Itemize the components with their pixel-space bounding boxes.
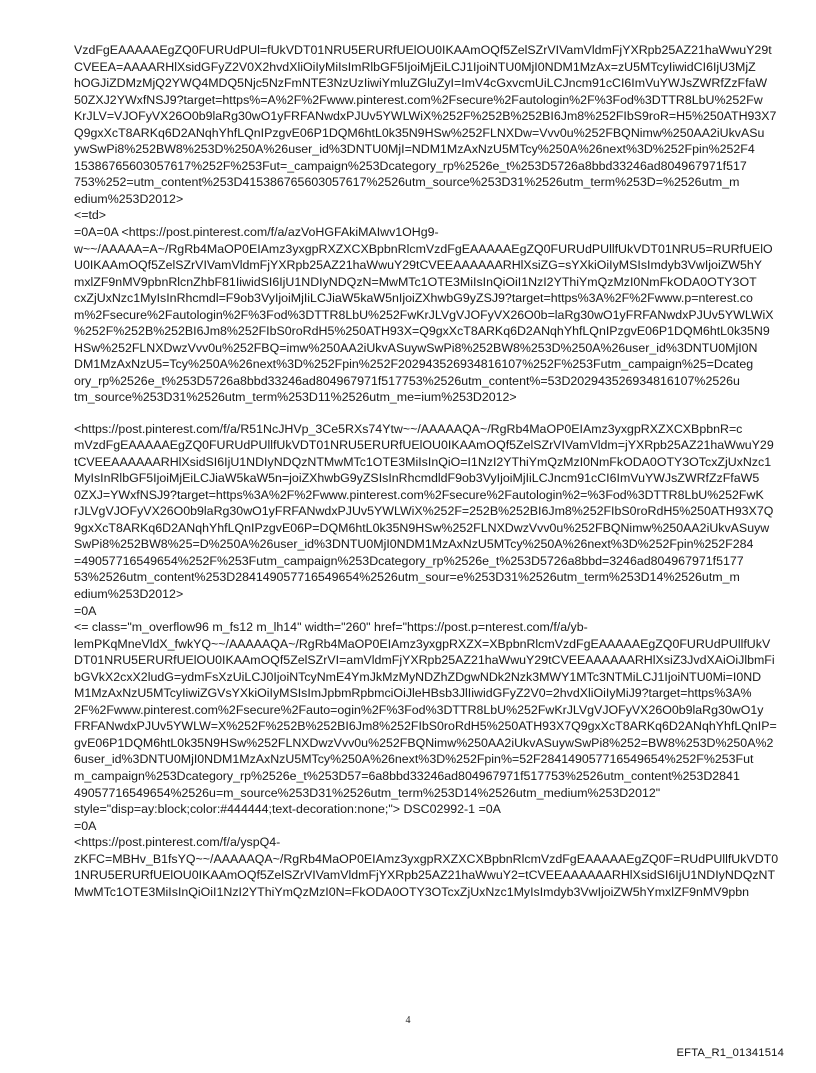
text-line: FRFANwdxPJUv5YWLW=X%252F%252B%252BI6Jm8%252FIbS0roRdH5%250ATH93X7Q9gxXcT8ARKq6D2ANqhYhfLQnIP= xyxy=(74,719,777,734)
text-line: M1MzAxNzU5MTcyIiwiZGVsYXkiOiIyMSIsImJpbmRpbmciOiJleHBsb3JlIiwidGFyZ2V0=2hvdXliOiIyMiJ9?target=https%3A% xyxy=(74,686,752,701)
text-line: 1NRU5ERURfUElOU0IKAAmOQf5ZelSZrVIVamVldmFjYXRpb25AZ21haWwuY2=tCVEEAAAAAARHlXsidSI6IjU1NDIyNDQzNT xyxy=(74,868,776,883)
text-line: SwPi8%252BW8%25=D%250A%26user_id%3DNTU0MjI0NDM1MzAxNzU5MTcy%250A%26next%3D%252Fpin%252F284 xyxy=(74,537,754,552)
text-line: bGVkX2cxX2ludG=ydmFsXzUiLCJ0IjoiNTcyNmE4YmJkMzMyNDZhZDgwNDk2Nzk3MWY1MTc3NTMiLCJ1IjoiNTU0Mi=I0ND xyxy=(74,669,762,684)
text-line: rJLVgVJOFyVX26O0b9laRg30wO1yFRFANwdxPJUv5YWLWiX%252F=252B%252BI6Jm8%252FIbS0roRdH5%250ATH93X7Q xyxy=(74,504,774,519)
text-line: 50ZXJ2YWxfNSJ9?target=https%=A%2F%2Fwww.pinterest.com%2Fsecure%2Fautologin%2F%3Fod%3DTTR8LbU%252Fw xyxy=(74,92,763,107)
text-line: MwMTc1OTE3MiIsInQiOiI1NzI2YThiYmQzMzI0N=FkODA0OTY3OTcxZjUxNzc1MyIsImdyb3VwIjoiZW5hYmxlZF9nMV9pbn xyxy=(74,884,750,899)
text-line: edium%253D2012> xyxy=(74,587,184,601)
text-line: HSw%252FLNXDwzVvv0u%252FBQ=imw%250AA2iUkvASuywSwPi8%252BW8%253D%250A%26user_id%3DNTU0MjI0N xyxy=(74,340,758,355)
text-line: zKFC=MBHv_B1fsYQ~~/AAAAAQA~/RgRb4MaOP0EIAmz3yxgpRXZXCXBpbnRlcmVzdFgEAAAAAEgZQ0F=RUdPUllfUkVDT0 xyxy=(74,851,779,866)
text-line: KrJLV=VJOFyVX26O0b9laRg30wO1yFRFANwdxPJUv5YWLWiX%252F%252B%252BI6Jm8%252FIbS9roR=H5%250ATH93X7 xyxy=(74,109,777,124)
text-line: m%2Fsecure%2Fautologin%2F%3Fod%3DTTR8LbU%252FwKrJLVgVJOFyVX26O0b=laRg30wO1yFRFANwdxPJUv5YWLWiX xyxy=(74,307,774,322)
text-line: U0IKAAmOQf5ZelSZrVIVamVldmFjYXRpb25AZ21haWwuY29tCVEEAAAAAARHlXsiZG=sYXkiOiIyMSIsImdyb3VwIjoiZW5hY xyxy=(74,258,763,273)
text-line: hOGJiZDMzMjQ2YWQ4MDQ5Njc5NzFmNTE3NzUzIiwiYmluZGluZyI=ImV4cGxvcmUiLCJncm91cCI6ImVuYWJsZWRfZzFfaW xyxy=(74,76,768,91)
text-line: <https://post.pinterest.com/f/a/yspQ4- xyxy=(74,835,281,850)
text-line: tm_source%253D31%2526utm_term%253D11%2526utm_me=ium%253D2012> xyxy=(74,390,517,405)
text-line: %252F%252B%252BI6Jm8%252FIbS0roRdH5%250ATH93X=Q9gxXcT8ARKq6D2ANqhYhfLQnIPzgvE06P1DQM6htL0k35N9 xyxy=(74,324,770,339)
text-line: DT01NRU5ERURfUElOU0IKAAmOQf5ZelSZrVI=amVldmFjYXRpb25AZ21haWwuY29tCVEEAAAAAARHlXsiZ3JvdXAiOiJlbmFi xyxy=(74,653,775,668)
text-line: =49057716549654%252F%253Futm_campaign%253Dcategory_rp%2526e_t%253D5726a8bbd=3246ad804967971f5177 xyxy=(74,553,744,568)
text-line: =0A xyxy=(74,603,97,618)
text-line: 0ZXJ=YWxfNSJ9?target=https%3A%2F%2Fwww.pinterest.com%2Fsecure%2Fautologin%2=%3Fod%3DTTR8LbU%252FwK xyxy=(74,487,764,502)
text-line: mxlZF9nMV9pbnRlcnZhbF81IiwidSI6IjU1NDIyNDQzN=MwMTc1OTE3MiIsInQiOiI1NzI2YThiYmQzMzI0NmFkODA0OTY3OT xyxy=(74,274,757,289)
text-line: VzdFgEAAAAAEgZQ0FURUdPUl=fUkVDT01NRU5ERURfUElOU0IKAAmOQf5ZelSZrVIVamVldmFjYXRpb25AZ21haWwuY29t xyxy=(74,43,772,57)
text-line: mVzdFgEAAAAAEgZQ0FURUdPUllfUkVDT01NRU5ERURfUElOU0IKAAmOQf5ZelSZrVIVamVldm=jYXRpb25AZ21haWwuY29 xyxy=(74,438,774,453)
document-body xyxy=(74,42,780,900)
text-line xyxy=(74,406,780,421)
text-line: lemPKqMneVldX_fwkYQ~~/AAAAAQA~/RgRb4MaOP0EIAmz3yxgpRXZX=XBpbnRlcmVzdFgEAAAAAEgZQ0FURUdPUllfUkV xyxy=(74,636,771,651)
text-line: 49057716549654%2526u=m_source%253D31%2526utm_term%253D14%2526utm_medium%253D2012" xyxy=(74,785,661,800)
text-line: gvE06P1DQM6htL0k35N9HSw%252FLNXDwzVvv0u%252FBQNimw%250AA2iUkvASuywSwPi8%252=BW8%253D%250A%2 xyxy=(74,735,774,750)
text-line: style="disp=ay:block;color:#444444;text-decoration:none;"> DSC02992-1 =0A xyxy=(74,802,501,817)
text-line: edium%253D2012> xyxy=(74,191,184,206)
text-line: Q9gxXcT8ARKq6D2ANqhYhfLQnIPzgvE06P1DQM6htL0k35N9HSw%252FLNXDw=Vvv0u%252FBQNimw%250AA2iUkvASu xyxy=(74,125,765,140)
text-line: MyIsInRlbGF5IjoiMjEiLCJiaW5kaW5n=joiZXhwbG9yZSIsInRhcmdldF9ob3VyIjoiMjIiLCJncm91cCI6ImVuYWJsZWRfZzFfaW5 xyxy=(74,471,760,486)
text-line: =0A xyxy=(74,818,97,833)
text-line: cxZjUxNzc1MyIsInRhcmdl=F9ob3VyIjoiMjIiLCJiaW5kaW5nIjoiZXhwbG9yZSJ9?target=https%3A%2F%2Fwww.p=nterest.co xyxy=(74,291,753,306)
page-number: 4 xyxy=(405,1015,411,1026)
text-line: 753%252=utm_content%253D415386765603057617%2526utm_source%253D31%2526utm_term%253D=%2526utm_m xyxy=(74,175,740,190)
document-id-footer: EFTA_R1_01341514 xyxy=(676,1047,784,1059)
text-line: <https://post.pinterest.com/f/a/R51NcJHVp_3Ce5RXs74Ytw~~/AAAAAQA~/RgRb4MaOP0EIAmz3yxgpRXZXCXBpbnR=c xyxy=(74,421,743,436)
text-line: =0A=0A <https://post.pinterest.com/f/a/azVoHGFAkiMAIwv1OHg9- xyxy=(74,225,439,240)
text-line: DM1MzAxNzU5=Tcy%250A%26next%3D%252Fpin%252F202943526934816107%252F%253Futm_campaign%25=Dcateg xyxy=(74,357,754,372)
text-line: 9gxXcT8ARKq6D2ANqhYhfLQnIPzgvE06P=DQM6htL0k35N9HSw%252FLNXDwzVvv0u%252FBQNimw%250AA2iUkvASuyw xyxy=(74,520,770,535)
text-line: ywSwPi8%252BW8%253D%250A%26user_id%3DNTU0MjI=NDM1MzAxNzU5MTcy%250A%26next%3D%252Fpin%252F4 xyxy=(74,142,755,157)
text-line: CVEEA=AAAARHlXsidGFyZ2V0X2hvdXliOiIyMiIsImRlbGF5IjoiMjEiLCJ1IjoiNTU0MjI0NDM1MzAx=zU5MTcyIiwidCI6IjU3MjZ xyxy=(74,59,756,74)
text-line: ory_rp%2526e_t%253D5726a8bbd33246ad804967971f517753%2526utm_content%=53D202943526934816107%2526u xyxy=(74,373,740,388)
text-line: w~~/AAAAA=A~/RgRb4MaOP0EIAmz3yxgpRXZXCXBpbnRlcmVzdFgEAAAAAEgZQ0FURUdPUllfUkVDT01NRU5=RURfUElO xyxy=(74,241,773,256)
text-line: 2F%2Fwww.pinterest.com%2Fsecure%2Fauto=ogin%2F%3Fod%3DTTR8LbU%252FwKrJLVgVJOFyVX26O0b9laRg30wO1y xyxy=(74,702,764,717)
text-line: tCVEEAAAAAARHlXsidSI6IjU1NDIyNDQzNTMwMTc1OTE3MiIsInQiO=I1NzI2YThiYmQzMzI0NmFkODA0OTY3OTcxZjUxNzc1 xyxy=(74,454,772,469)
text-line: 15386765603057617%252F%253Fut=_campaign%253Dcategory_rp%2526e_t%253D5726a8bbd33246ad804967971f517 xyxy=(74,158,747,173)
text-line: 53%2526utm_content%253D284149057716549654%2526utm_sour=e%253D31%2526utm_term%253D14%2526utm_m xyxy=(74,570,740,585)
text-line: <=td> xyxy=(74,208,107,223)
text-line: <= class="m_overflow96 m_fs12 m_lh14" width="260" href="https://post.p=nterest.com/f/a/yb- xyxy=(74,620,588,635)
text-line: 6user_id%3DNTU0MjI0NDM1MzAxNzU5MTcy%250A%26next%3D%252Fpin%=52F284149057716549654%252F%253Fut xyxy=(74,752,754,767)
text-line: m_campaign%253Dcategory_rp%2526e_t%253D57=6a8bbd33246ad804967971f517753%2526utm_content%253D2841 xyxy=(74,769,740,784)
